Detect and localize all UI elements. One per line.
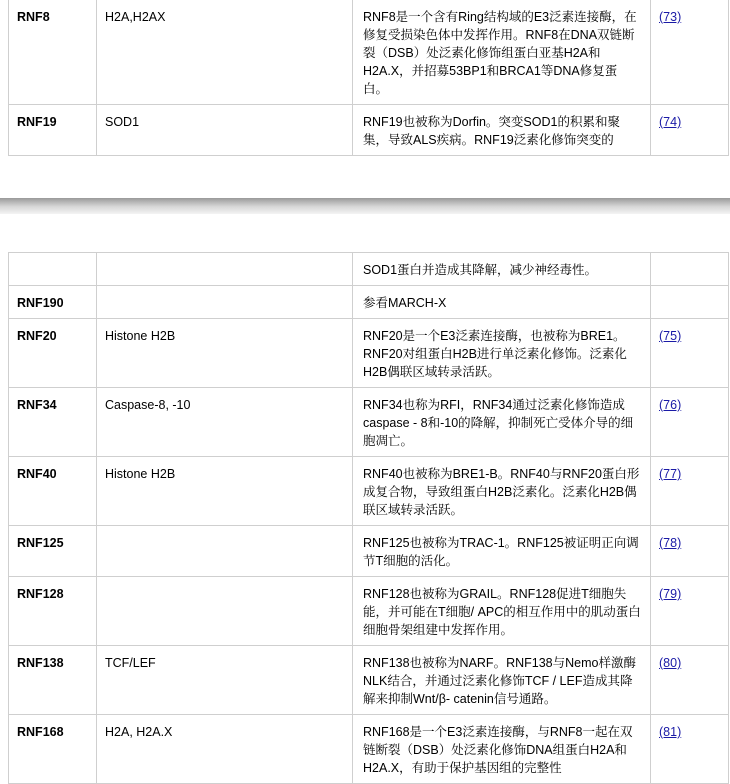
reference-cell <box>651 646 729 715</box>
description-cell: RNF128也被称为GRAIL。RNF128促进T细胞失能，并可能在T细胞/ APC的相互作用中的肌动蛋白细胞骨架组建中发挥作用。 <box>353 577 651 646</box>
table-row <box>9 286 729 319</box>
substrate-cell: SOD1 <box>97 105 353 156</box>
substrate-cell: Histone H2B <box>97 319 353 388</box>
substrate-cell: H2A, H2A.X <box>97 715 353 784</box>
gene-name-cell: RNF138 <box>9 646 97 715</box>
gene-name-cell: RNF19 <box>9 105 97 156</box>
description-cell: RNF20是一个E3泛素连接酶，也被称为BRE1。RNF20对组蛋白H2B进行单泛素化修饰。泛素化H2B偶联区域转录活跃。 <box>353 319 651 388</box>
reference-cell <box>651 715 729 784</box>
substrate-cell: H2A,H2AX <box>97 0 353 105</box>
description-cell: RNF138也被称为NARF。RNF138与Nemo样激酶NLK结合，并通过泛素化修饰TCF / LEF造成其降解来抑制Wnt/β- catenin信号通路。 <box>353 646 651 715</box>
reference-cell <box>651 253 729 286</box>
reference-link[interactable]: (74) <box>659 115 682 129</box>
substrate-cell: Caspase-8, -10 <box>97 388 353 457</box>
table-row <box>9 253 729 286</box>
description-cell: SOD1蛋白并造成其降解，减少神经毒性。 <box>353 253 651 286</box>
gene-name-cell: RNF40 <box>9 457 97 526</box>
reference-cell <box>651 526 729 577</box>
reference-link[interactable]: (79) <box>659 587 682 601</box>
reference-link[interactable]: (73) <box>659 10 682 24</box>
table-row <box>9 715 729 784</box>
substrate-cell <box>97 253 353 286</box>
reference-link[interactable]: (81) <box>659 725 682 739</box>
reference-cell <box>651 319 729 388</box>
reference-cell <box>651 286 729 319</box>
description-cell: RNF168是一个E3泛素连接酶，与RNF8一起在双链断裂（DSB）处泛素化修饰DNA组蛋白H2A和H2A.X，有助于保护基因组的完整性 <box>353 715 651 784</box>
substrate-cell <box>97 286 353 319</box>
rnf-table-top <box>8 0 729 156</box>
substrate-cell <box>97 526 353 577</box>
reference-cell <box>651 388 729 457</box>
reference-cell <box>651 577 729 646</box>
reference-link[interactable]: (77) <box>659 467 682 481</box>
substrate-cell: Histone H2B <box>97 457 353 526</box>
page-separator <box>0 198 730 214</box>
table-row <box>9 319 729 388</box>
reference-link[interactable]: (78) <box>659 536 682 550</box>
gene-name-cell: RNF34 <box>9 388 97 457</box>
reference-link[interactable]: (76) <box>659 398 682 412</box>
substrate-cell: TCF/LEF <box>97 646 353 715</box>
document-page-top <box>0 0 730 160</box>
description-cell: RNF34也称为RFI，RNF34通过泛素化修饰造成caspase - 8和-10的降解，抑制死亡受体介导的细胞凋亡。 <box>353 388 651 457</box>
description-cell: 参看MARCH-X <box>353 286 651 319</box>
table-row <box>9 457 729 526</box>
reference-link[interactable]: (75) <box>659 329 682 343</box>
table-row <box>9 646 729 715</box>
table-row <box>9 577 729 646</box>
table-row <box>9 526 729 577</box>
table-row <box>9 388 729 457</box>
gene-name-cell: RNF20 <box>9 319 97 388</box>
description-cell: RNF125也被称为TRAC-1。RNF125被证明正向调节T细胞的活化。 <box>353 526 651 577</box>
table-row <box>9 105 729 156</box>
rnf-table-bottom <box>8 252 729 784</box>
description-cell: RNF8是一个含有Ring结构域的E3泛素连接酶，在修复受损染色体中发挥作用。RNF8在DNA双链断裂（DSB）处泛素化修饰组蛋白亚基H2A和H2A.X，并招募53BP1和BRCA1等DNA修复蛋白。 <box>353 0 651 105</box>
gene-name-cell: RNF128 <box>9 577 97 646</box>
document-page-bottom <box>0 252 730 775</box>
reference-cell <box>651 0 729 105</box>
reference-cell <box>651 105 729 156</box>
gene-name-cell: RNF190 <box>9 286 97 319</box>
description-cell: RNF40也被称为BRE1-B。RNF40与RNF20蛋白形成复合物，导致组蛋白H2B泛素化。泛素化H2B偶联区域转录活跃。 <box>353 457 651 526</box>
reference-link[interactable]: (80) <box>659 656 682 670</box>
description-cell: RNF19也被称为Dorfin。突变SOD1的积累和聚集，导致ALS疾病。RNF19泛素化修饰突变的 <box>353 105 651 156</box>
gene-name-cell: RNF168 <box>9 715 97 784</box>
substrate-cell <box>97 577 353 646</box>
reference-cell <box>651 457 729 526</box>
gene-name-cell: RNF8 <box>9 0 97 105</box>
table-row <box>9 0 729 105</box>
page-gap <box>0 160 730 252</box>
gene-name-cell <box>9 253 97 286</box>
gene-name-cell: RNF125 <box>9 526 97 577</box>
